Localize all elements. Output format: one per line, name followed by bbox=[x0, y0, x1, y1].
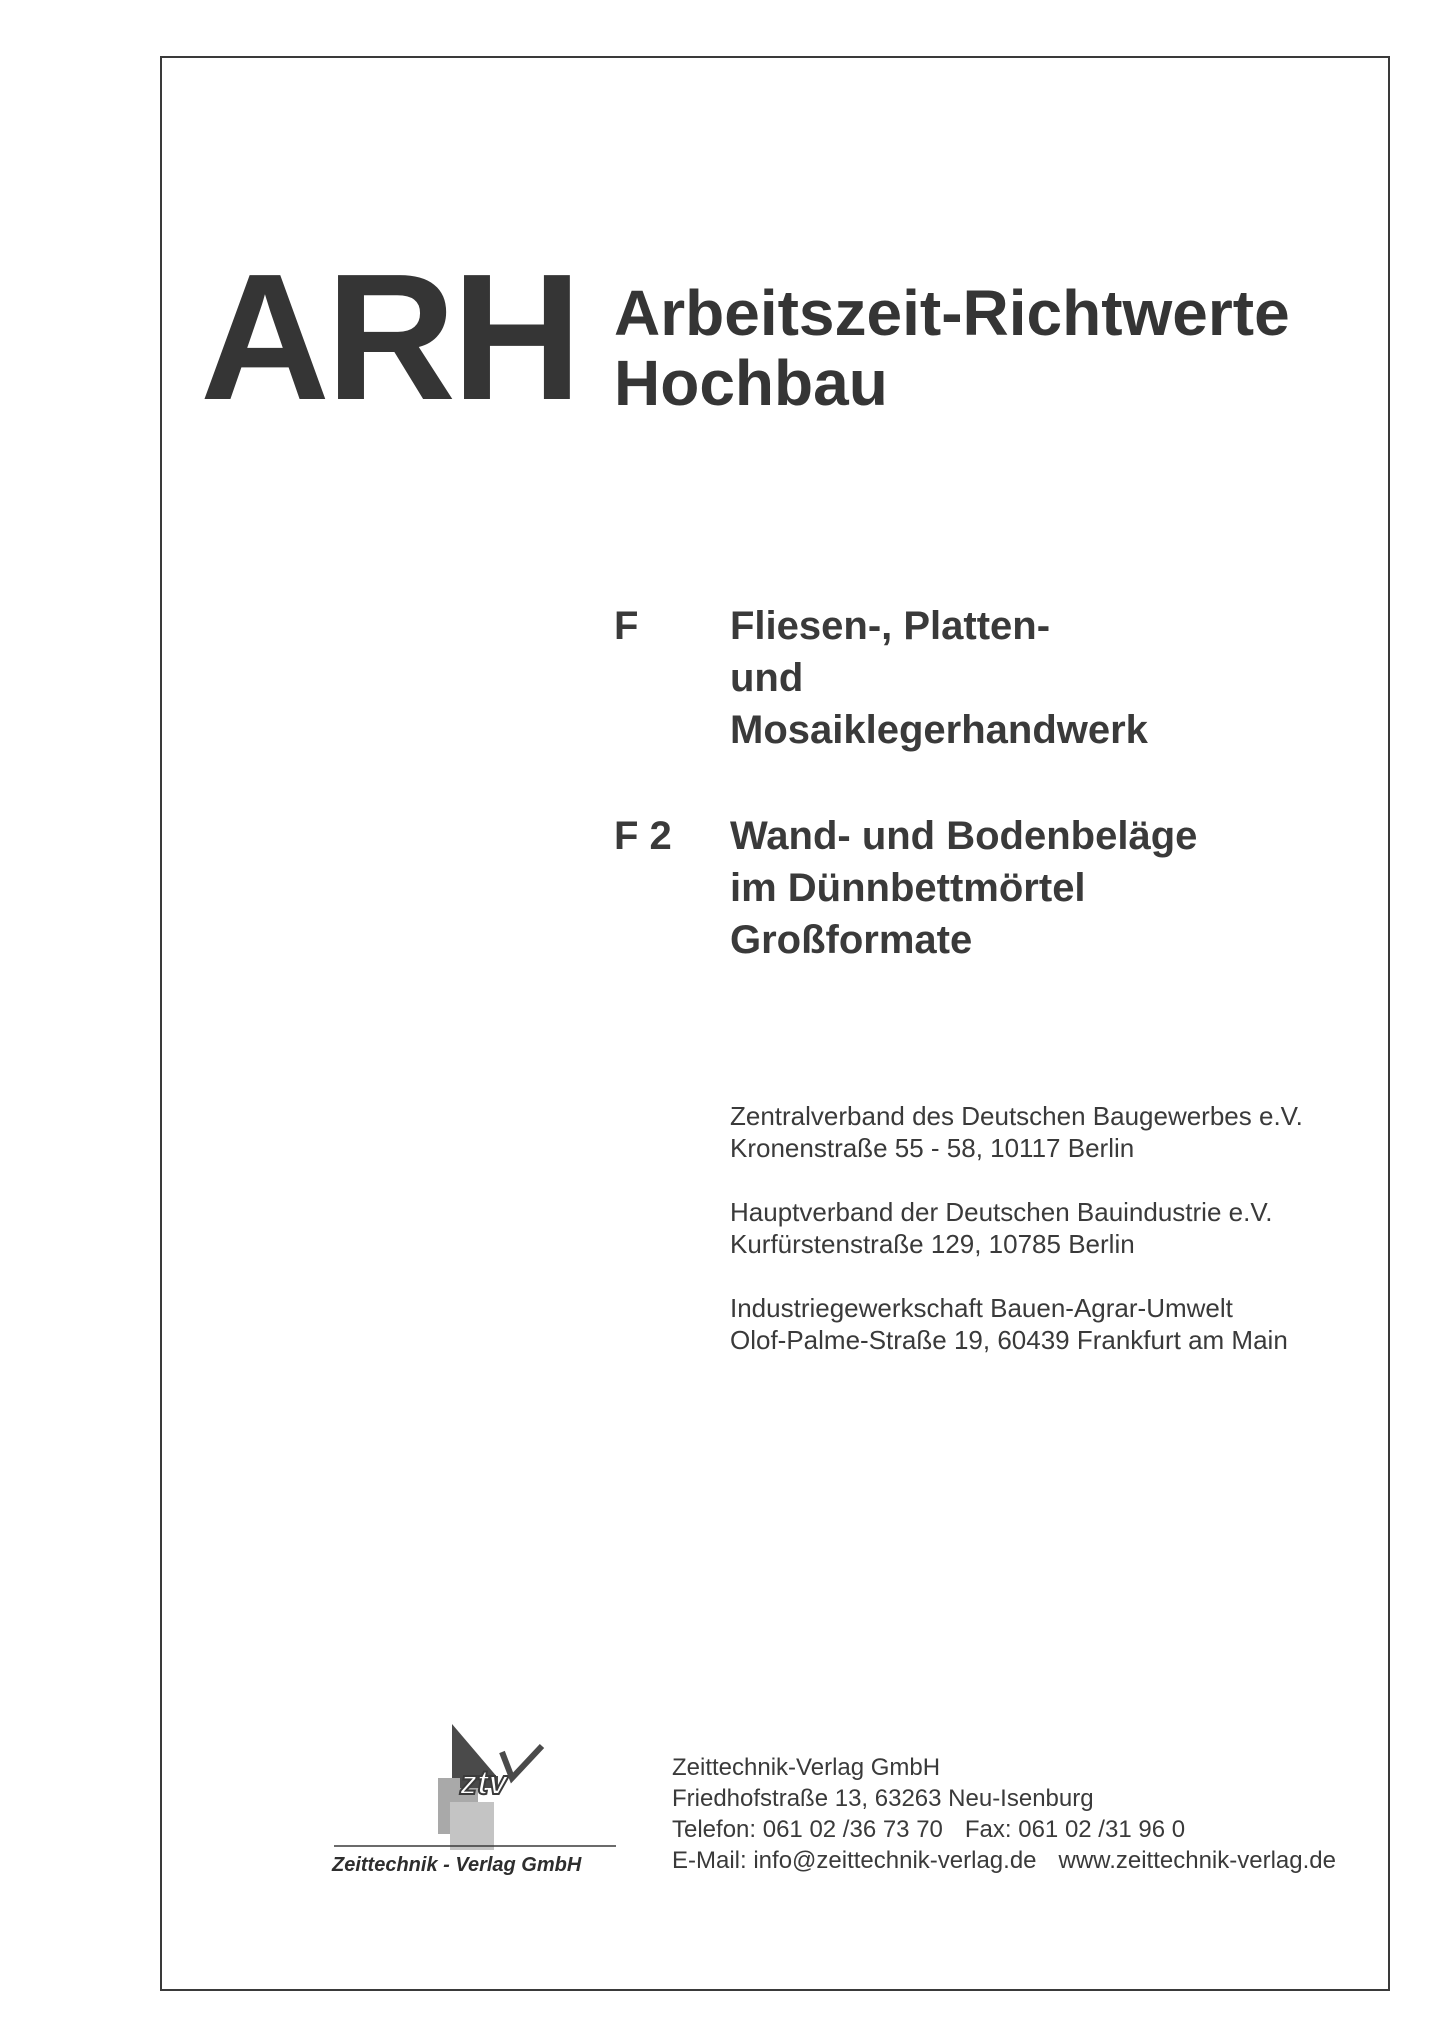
section-line: Wand- und Bodenbeläge bbox=[730, 814, 1198, 858]
publisher-online bbox=[672, 1845, 1336, 1876]
abbreviation-title: ARH bbox=[200, 237, 578, 438]
section-code: F 2 bbox=[614, 814, 672, 858]
publisher-name: Zeittechnik-Verlag GmbH bbox=[672, 1754, 941, 1781]
organization-name: Zentralverband des Deutschen Baugewerbes e.V. bbox=[730, 1101, 1303, 1131]
publisher-website[interactable]: www.zeittechnik-verlag.de bbox=[1058, 1847, 1336, 1874]
main-title bbox=[614, 278, 1290, 418]
ztv-logo-icon bbox=[330, 1716, 620, 1876]
organization-name: Hauptverband der Deutschen Bauindustrie e.V. bbox=[730, 1197, 1273, 1227]
title-line-2: Hochbau bbox=[614, 347, 888, 419]
publisher-address: Friedhofstraße 13, 63263 Neu-Isenburg bbox=[672, 1785, 1094, 1812]
publisher-phone: Telefon: 061 02 /36 73 70 bbox=[672, 1816, 943, 1843]
organization-entry bbox=[730, 1196, 1303, 1260]
section-line: Mosaiklegerhandwerk bbox=[730, 708, 1148, 752]
section-line: Fliesen-, Platten- bbox=[730, 604, 1051, 648]
section-line: und bbox=[730, 656, 804, 700]
publisher-info bbox=[672, 1752, 1336, 1876]
organization-entry bbox=[730, 1100, 1303, 1164]
publisher-contact bbox=[672, 1814, 1336, 1845]
logo-mark-text: ztv bbox=[460, 1764, 508, 1802]
organization-address: Kronenstraße 55 - 58, 10117 Berlin bbox=[730, 1133, 1135, 1163]
organization-address: Olof-Palme-Straße 19, 60439 Frankfurt am Main bbox=[730, 1325, 1288, 1355]
section-code: F bbox=[614, 604, 639, 648]
organization-address: Kurfürstenstraße 129, 10785 Berlin bbox=[730, 1229, 1135, 1259]
title-line-1: Arbeitszeit-Richtwerte bbox=[614, 277, 1290, 349]
organization-entry bbox=[730, 1292, 1303, 1356]
organization-name: Industriegewerkschaft Bauen-Agrar-Umwelt bbox=[730, 1293, 1233, 1323]
publisher-fax: Fax: 061 02 /31 96 0 bbox=[964, 1816, 1186, 1843]
section-line: Großformate bbox=[730, 918, 973, 962]
logo-caption: Zeittechnik - Verlag GmbH bbox=[332, 1854, 582, 1876]
section-line: im Dünnbettmörtel bbox=[730, 866, 1086, 910]
organizations-list bbox=[730, 1100, 1303, 1388]
publisher-email[interactable]: E-Mail: info@zeittechnik-verlag.de bbox=[672, 1847, 1037, 1874]
